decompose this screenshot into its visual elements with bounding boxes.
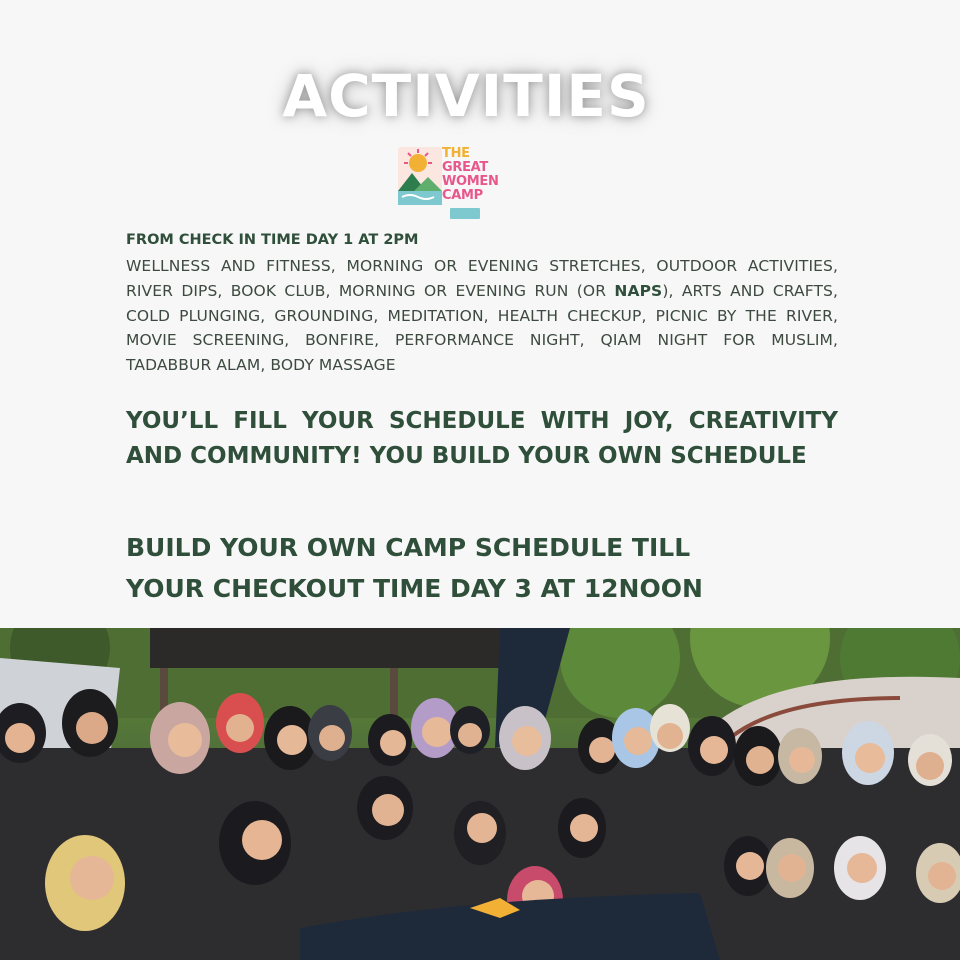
logo-line-2: GREAT (442, 160, 488, 175)
logo-line-3: WOMEN (442, 174, 499, 189)
page-title: ACTIVITIES (282, 62, 650, 130)
activities-text-a: WELLNESS AND FITNESS, MORNING OR EVENING STRETCHES, OUTDOOR ACTIVITIES, RIVER DIPS, BOOK CLUB, MORNING OR EVENING RUN (OR (126, 257, 838, 300)
logo-wordmark (442, 147, 499, 203)
logo-line-4: CAMP (442, 188, 483, 203)
logo-tag (450, 208, 480, 219)
intro-heading: FROM CHECK IN TIME DAY 1 AT 2PM (126, 232, 419, 248)
schedule-note (126, 527, 838, 609)
group-photo-illustration (0, 628, 960, 960)
naps-emphasis: NAPS (614, 281, 663, 300)
activities-list (126, 254, 838, 378)
schedule-note-line-2: YOUR CHECKOUT TIME DAY 3 AT 12NOON (126, 574, 703, 603)
logo-mark-icon (398, 147, 442, 207)
logo-line-1: THE (442, 146, 470, 161)
activities-text-b: ), ARTS AND CRAFTS, COLD PLUNGING, GROUNDING, MEDITATION, HEALTH CHECKUP, PICNIC BY THE RIVER, MOVIE SCREENING, BONFIRE, PERFORMANCE NIGHT, QIAM NIGHT FOR MUSLIM, TADABBUR ALAM, BODY MASSAGE (126, 281, 838, 375)
camp-logo (398, 147, 502, 221)
group-photo (0, 628, 960, 960)
tagline: YOU’LL FILL YOUR SCHEDULE WITH JOY, CREATIVITY AND COMMUNITY! YOU BUILD YOUR OWN SCHEDULE (126, 408, 838, 469)
schedule-note-line-1: BUILD YOUR OWN CAMP SCHEDULE TILL (126, 533, 691, 562)
